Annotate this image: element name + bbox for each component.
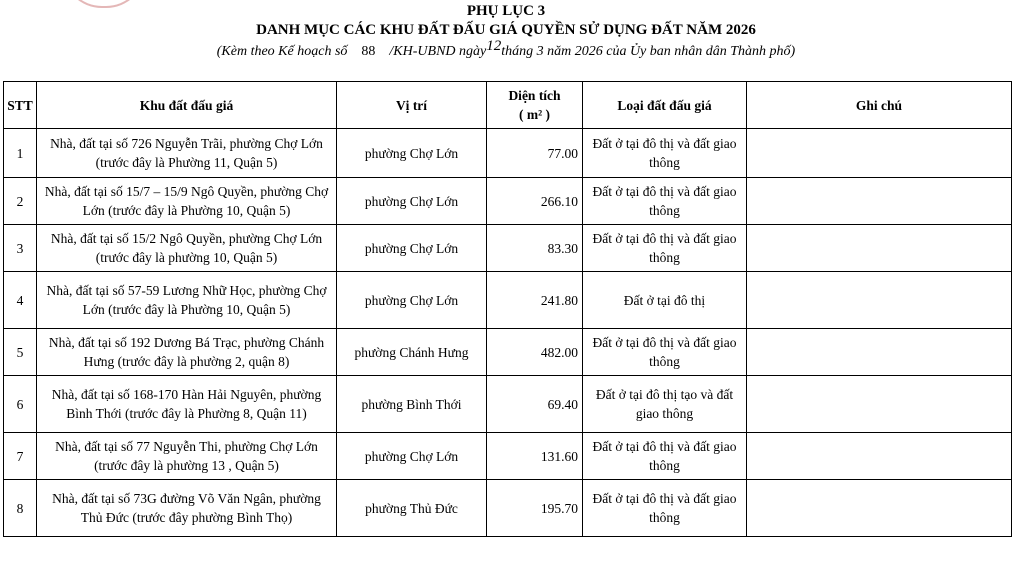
cell-loai-dat: Đất ở tại đô thị và đất giao thông [583,433,747,480]
cell-dien-tich: 482.00 [487,329,583,376]
subtitle-mid: /KH-UBND ngày [389,44,487,59]
cell-khu-dat: Nhà, đất tại số 168-170 Hàn Hải Nguyên, phường Bình Thới (trước đây là Phường 8, Quận 11) [37,376,337,433]
cell-loai-dat: Đất ở tại đô thị [583,272,747,329]
cell-ghi-chu [747,225,1012,272]
cell-loai-dat: Đất ở tại đô thị tạo và đất giao thông [583,376,747,433]
col-header-dien-tich [487,82,583,129]
table-row [4,433,1012,480]
col-header-khu-dat: Khu đất đấu giá [37,82,337,129]
col-header-loai-dat: Loại đất đấu giá [583,82,747,129]
cell-stt: 6 [4,376,37,433]
cell-stt: 2 [4,178,37,225]
table-header-row [4,82,1012,129]
cell-ghi-chu [747,480,1012,537]
cell-ghi-chu [747,272,1012,329]
cell-ghi-chu [747,129,1012,178]
table-row [4,329,1012,376]
col-header-stt: STT [4,82,37,129]
cell-khu-dat: Nhà, đất tại số 73G đường Võ Văn Ngân, phường Thủ Đức (trước đây phường Bình Thọ) [37,480,337,537]
cell-stt: 8 [4,480,37,537]
cell-vi-tri: phường Thủ Đức [337,480,487,537]
cell-dien-tich: 131.60 [487,433,583,480]
cell-vi-tri: phường Chợ Lớn [337,225,487,272]
cell-loai-dat: Đất ở tại đô thị và đất giao thông [583,225,747,272]
table-row [4,129,1012,178]
dien-tich-unit: ( m² ) [518,107,551,122]
appendix-label: PHỤ LỤC 3 [466,3,546,19]
cell-dien-tich: 83.30 [487,225,583,272]
cell-dien-tich: 195.70 [487,480,583,537]
cell-vi-tri: phường Chợ Lớn [337,178,487,225]
table-row [4,225,1012,272]
cell-khu-dat: Nhà, đất tại số 57-59 Lương Nhữ Học, phường Chợ Lớn (trước đây là Phường 10, Quận 5) [37,272,337,329]
cell-vi-tri: phường Chánh Hưng [337,329,487,376]
cell-stt: 1 [4,129,37,178]
document-title: DANH MỤC CÁC KHU ĐẤT ĐẤU GIÁ QUYỀN SỬ DỤNG ĐẤT NĂM 2026 [256,22,756,38]
dien-tich-label: Diện tích [508,88,561,103]
cell-vi-tri: phường Chợ Lớn [337,272,487,329]
cell-loai-dat: Đất ở tại đô thị và đất giao thông [583,329,747,376]
cell-khu-dat: Nhà, đất tại số 77 Nguyễn Thi, phường Chợ Lớn (trước đây là phường 13 , Quận 5) [37,433,337,480]
cell-dien-tich: 69.40 [487,376,583,433]
cell-dien-tich: 241.80 [487,272,583,329]
document-subtitle [0,38,1012,60]
cell-stt: 4 [4,272,37,329]
cell-stt: 7 [4,433,37,480]
cell-ghi-chu [747,433,1012,480]
cell-vi-tri: phường Chợ Lớn [337,433,487,480]
table-row [4,272,1012,329]
cell-stt: 3 [4,225,37,272]
cell-stt: 5 [4,329,37,376]
cell-khu-dat: Nhà, đất tại số 192 Dương Bá Trạc, phường Chánh Hưng (trước đây là phường 2, quận 8) [37,329,337,376]
col-header-ghi-chu: Ghi chú [747,82,1012,129]
cell-dien-tich: 77.00 [487,129,583,178]
cell-vi-tri: phường Bình Thới [337,376,487,433]
plan-number: 88 [361,44,376,59]
cell-khu-dat: Nhà, đất tại số 726 Nguyễn Trãi, phường Chợ Lớn (trước đây là Phường 11, Quận 5) [37,129,337,178]
cell-ghi-chu [747,178,1012,225]
col-header-vi-tri: Vị trí [337,82,487,129]
subtitle-suffix: tháng 3 năm 2026 của Ủy ban nhân dân Thành phố) [501,44,796,59]
table-row [4,376,1012,433]
plan-day: 12 [486,38,502,54]
cell-loai-dat: Đất ở tại đô thị và đất giao thông [583,178,747,225]
table-row [4,178,1012,225]
cell-loai-dat: Đất ở tại đô thị và đất giao thông [583,129,747,178]
cell-loai-dat: Đất ở tại đô thị và đất giao thông [583,480,747,537]
land-auction-table [3,81,1012,537]
subtitle-prefix: (Kèm theo Kế hoạch số [216,44,348,59]
cell-khu-dat: Nhà, đất tại số 15/7 – 15/9 Ngô Quyền, phường Chợ Lớn (trước đây là Phường 10, Quận 5) [37,178,337,225]
cell-dien-tich: 266.10 [487,178,583,225]
cell-ghi-chu [747,329,1012,376]
table-row [4,480,1012,537]
cell-khu-dat: Nhà, đất tại số 15/2 Ngô Quyền, phường Chợ Lớn (trước đây là phường 10, Quận 5) [37,225,337,272]
cell-vi-tri: phường Chợ Lớn [337,129,487,178]
cell-ghi-chu [747,376,1012,433]
